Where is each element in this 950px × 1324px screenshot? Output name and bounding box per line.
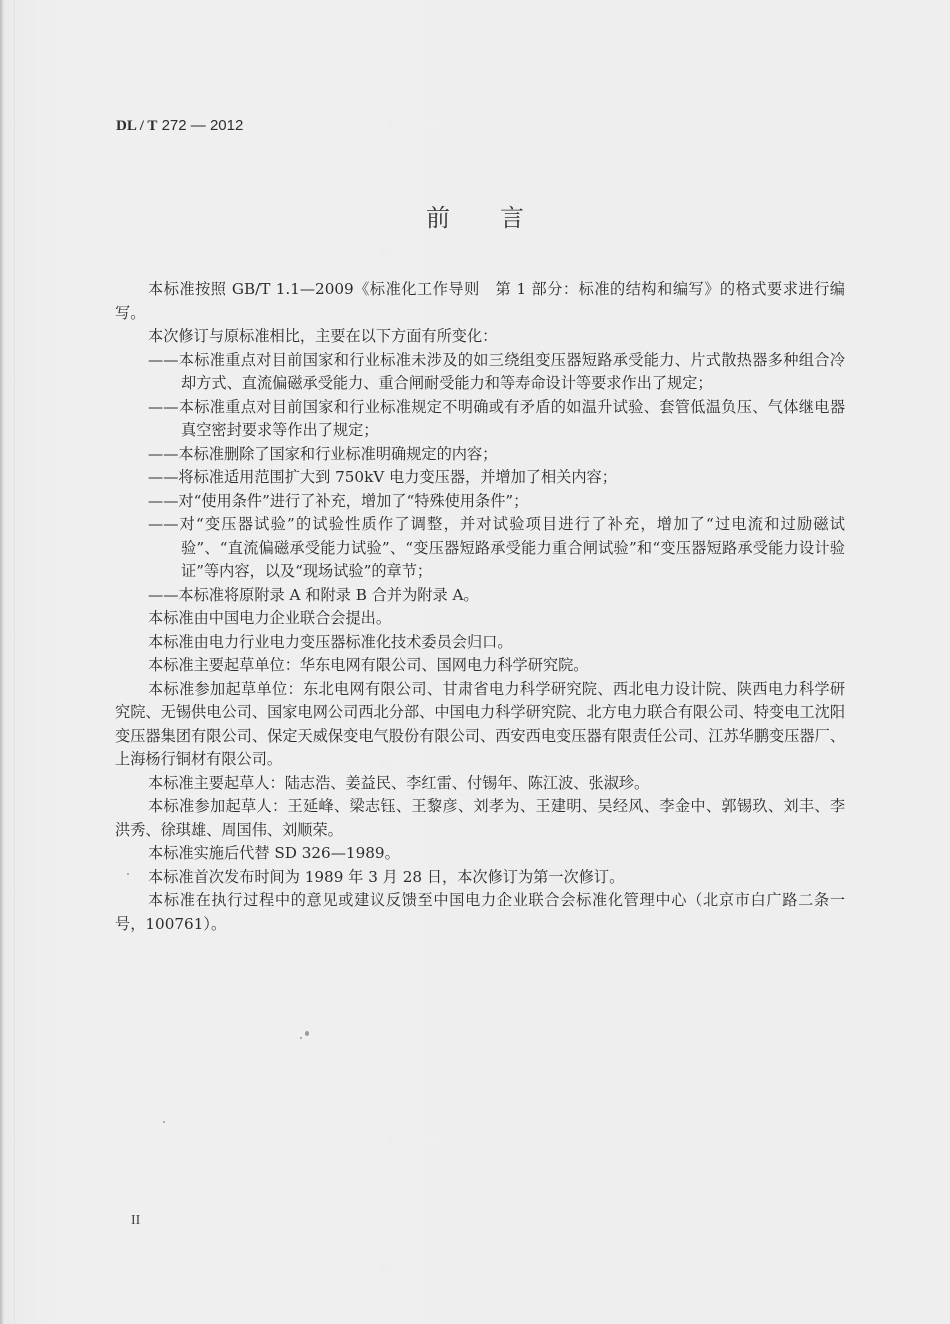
- document-code-prefix: DL / T: [116, 118, 158, 134]
- paragraph-participating-drafters: 本标准参加起草人：王延峰、梁志钰、王黎彦、刘孝为、王建明、吴经风、李金中、郭锡玖、刘丰、李洪秀、徐琪雄、周国伟、刘顺荣。: [115, 797, 845, 839]
- list-item-change: ——本标准删除了国家和行业标准明确规定的内容；: [148, 444, 498, 463]
- page-title-char-2: 言: [500, 204, 524, 232]
- paragraph-first-release: 本标准首次发布时间为 1989 年 3 月 28 日，本次修订为第一次修订。: [148, 867, 625, 886]
- paragraph-format-basis: 本标准按照 GB/T 1.1—2009《标准化工作导则 第 1 部分：标准的结构和编写》的格式要求进行编写。: [115, 280, 845, 322]
- list-item-change: ——本标准将原附录 A 和附录 B 合并为附录 A。: [148, 585, 479, 604]
- list-item-change: ——对“变压器试验”的试验性质作了调整，并对试验项目进行了补充，增加了“过电流和过励磁试验”、“直流偏磁承受能力试验”、“变压器短路承受能力重合闸试验”和“变压器短路承受能力设计验证”等内容，以及“现场试验”的章节；: [148, 515, 845, 580]
- paragraph-feedback: 本标准在执行过程中的意见或建议反馈至中国电力企业联合会标准化管理中心（北京市白广路二条一号，100761）。: [115, 891, 845, 933]
- paragraph-participating-units: 本标准参加起草单位：东北电网有限公司、甘肃省电力科学研究院、西北电力设计院、陕西电力科学研究院、无锡供电公司、国家电网公司西北分部、中国电力科学研究院、北方电力联合有限公司、特变电工沈阳变压器集团有限公司、保定天威保变电气股份有限公司、西安西电变压器有限责任公司、江苏华鹏变压器厂、上海杨行铜材有限公司。: [115, 679, 845, 768]
- paragraph-main-drafting-units: 本标准主要起草单位：华东电网有限公司、国网电力科学研究院。: [148, 656, 589, 674]
- paragraph-proposer: 本标准由中国电力企业联合会提出。: [148, 609, 391, 627]
- list-item-change: ——将标准适用范围扩大到 750kV 电力变压器，并增加了相关内容；: [148, 468, 617, 486]
- document-code-number: 272 — 2012: [161, 117, 244, 134]
- list-item-change: ——本标准重点对目前国家和行业标准规定不明确或有矛盾的如温升试验、套管低温负压、气体继电器真空密封要求等作出了规定；: [148, 397, 845, 439]
- list-item-change: ——对“使用条件”进行了补充，增加了“特殊使用条件”；: [148, 491, 529, 510]
- list-item-change: ——本标准重点对目前国家和行业标准未涉及的如三绕组变压器短路承受能力、片式散热器多种组合冷却方式、直流偏磁承受能力、重合闸耐受能力和等寿命设计等要求作出了规定；: [148, 350, 845, 392]
- scan-artifact: [305, 1031, 309, 1036]
- page-title: [0, 198, 950, 233]
- paragraph-changes-intro: 本次修订与原标准相比，主要在以下方面有所变化：: [148, 327, 498, 345]
- paragraph-main-drafters: 本标准主要起草人：陆志浩、姜益民、李红雷、付锡年、陈江波、张淑珍。: [148, 773, 650, 792]
- scan-artifact: [300, 1037, 302, 1039]
- paragraph-administrator: 本标准由电力行业电力变压器标准化技术委员会归口。: [148, 632, 513, 651]
- foreword-body: [115, 278, 845, 936]
- document-code: [116, 117, 243, 135]
- page-number: II: [131, 1213, 141, 1228]
- scan-artifact: [163, 1121, 165, 1123]
- scan-artifact: [127, 873, 129, 875]
- paragraph-replaces: 本标准实施后代替 SD 326—1989。: [148, 844, 400, 862]
- page-title-char-1: 前: [426, 204, 450, 232]
